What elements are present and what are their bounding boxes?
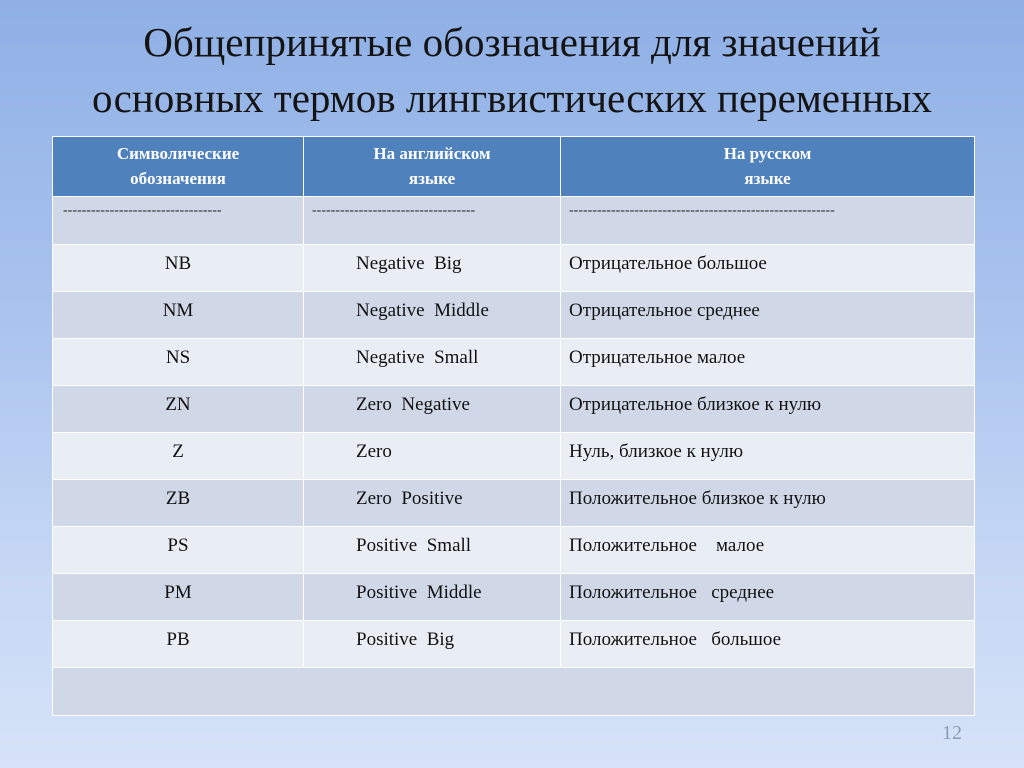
table-row [53,621,975,668]
table-row [53,245,975,292]
separator-cell: ---------------------------------- [53,197,304,245]
russian-cell: Положительное малое [561,527,975,574]
slide-title [0,14,1024,126]
symbol-cell: Z [53,433,304,480]
russian-cell: Положительное близкое к нулю [561,480,975,527]
separator-cell: ----------------------------------- [304,197,561,245]
english-cell: Negative Small [304,339,561,386]
russian-cell: Отрицательное среднее [561,292,975,339]
table-row [53,386,975,433]
english-cell: Positive Big [304,621,561,668]
table-separator-row [53,197,975,245]
table-row [53,527,975,574]
symbol-cell: ZB [53,480,304,527]
header-english-line-1: На английском [373,144,491,163]
russian-cell: Отрицательное малое [561,339,975,386]
russian-cell: Положительное большое [561,621,975,668]
table-row [53,574,975,621]
header-russian [561,137,975,197]
table-empty-row [53,668,975,716]
english-cell: Positive Small [304,527,561,574]
header-symbolic-line-2: обозначения [130,169,226,188]
slide-title-line-1: Общепринятые обозначения для значений [143,19,881,65]
separator-cell: --------------------------------------------------------- [561,197,975,245]
terms-table [52,136,975,716]
header-english-line-2: языке [408,169,456,188]
header-symbolic-line-1: Символические [116,144,240,163]
english-cell: Zero [304,433,561,480]
symbol-cell: NB [53,245,304,292]
russian-cell: Положительное среднее [561,574,975,621]
english-cell: Zero Negative [304,386,561,433]
english-cell: Positive Middle [304,574,561,621]
symbol-cell: NS [53,339,304,386]
page-number: 12 [942,722,962,744]
english-cell: Negative Big [304,245,561,292]
slide-title-line-2: основных термов лингвистических переменных [92,75,932,121]
russian-cell: Отрицательное большое [561,245,975,292]
table-row [53,480,975,527]
english-cell: Negative Middle [304,292,561,339]
empty-cell [53,668,975,716]
header-russian-line-1: На русском [723,144,812,163]
symbol-cell: PM [53,574,304,621]
header-english [304,137,561,197]
table-row [53,292,975,339]
symbol-cell: PS [53,527,304,574]
table-row [53,339,975,386]
table-row [53,433,975,480]
terms-table-container [52,136,974,720]
symbol-cell: ZN [53,386,304,433]
english-cell: Zero Positive [304,480,561,527]
russian-cell: Отрицательное близкое к нулю [561,386,975,433]
header-symbolic [53,137,304,197]
table-header-row [53,137,975,197]
symbol-cell: PB [53,621,304,668]
symbol-cell: NM [53,292,304,339]
header-russian-line-2: языке [744,169,791,188]
russian-cell: Нуль, близкое к нулю [561,433,975,480]
